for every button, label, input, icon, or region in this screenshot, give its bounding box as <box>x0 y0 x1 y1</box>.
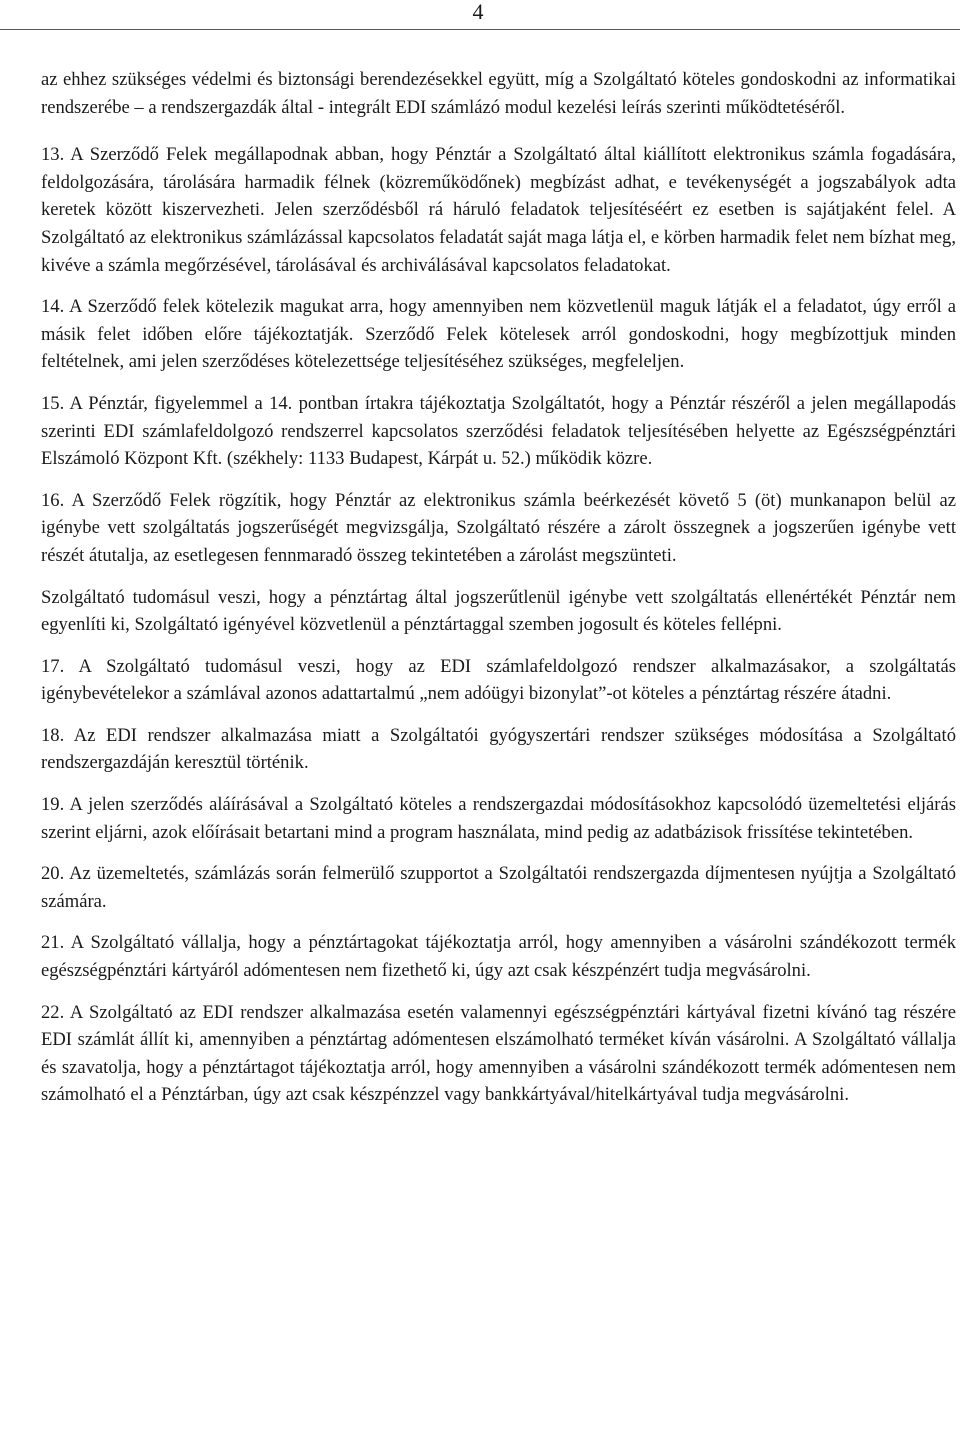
clause-number: 17. <box>41 655 65 677</box>
clause-number: 19. <box>41 794 65 816</box>
clause-number: 22. <box>41 1001 65 1023</box>
document-body <box>41 66 956 1123</box>
clause-number: 20. <box>41 863 65 885</box>
clause-15 <box>41 390 956 473</box>
clause-20 <box>41 860 956 915</box>
clause-16-continuation: Szolgáltató tudomásul veszi, hogy a pénztártag által jogszerűtlenül igénybe vett szolgáltatás ellenértékét Pénztár nem egyenlíti ki, Szolgáltató igényével közvetlenül a pénztártaggal szemben jogosult és köteles fellépni. <box>41 586 956 636</box>
clause-22 <box>41 999 956 1109</box>
clause-number: 15. <box>41 392 65 414</box>
clause-number: 21. <box>41 932 65 954</box>
clause-text: A Szolgáltató az EDI rendszer alkalmazása esetén valamennyi egészségpénztári kártyával fizetni kívánó tag részére EDI számlát állít ki, amennyiben a pénztártag adómentesen elszámolható terméket kíván vásárolni. A Szolgáltató vállalja és szavatolja, hogy a pénztártagot tájékoztatja arról, hogy amennyiben a vásárolni szándékozott termék adómentesen nem számolható el a Pénztárban, úgy azt csak készpénzzel vagy bankkártyával/hitelkártyával tudja megvásárolni. <box>41 1001 956 1106</box>
clause-text: A Szerződő Felek rögzítik, hogy Pénztár az elektronikus számla beérkezését követő 5 (öt) munkanapon belül az igénybe vett szolgáltatás jogszerűségét megvizsgálja, Szolgáltató részére a zárolt összegnek a jogszerűen igénybe vett részét átutalja, az esetlegesen fennmaradó összeg tekintetében a zárolást megszünteti. <box>41 489 956 566</box>
header-rule <box>0 29 960 30</box>
clause-16 <box>41 487 956 570</box>
clause-number: 18. <box>41 724 65 746</box>
clause-17 <box>41 653 956 708</box>
clause-text: A Szolgáltató tudomásul veszi, hogy az EDI számlafeldolgozó rendszer alkalmazásakor, a szolgáltatás igénybevételekor a számlával azonos adattartalmú „nem adóügyi bizonylat”-ot köteles a pénztártag részére átadni. <box>41 655 956 705</box>
clause-text: A Pénztár, figyelemmel a 14. pontban írtakra tájékoztatja Szolgáltatót, hogy a Pénztár részéről a jelen megállapodás szerinti EDI számlafeldolgozó rendszerrel kapcsolatos szerződési feladatok teljesítésében helyette az Egészségpénztári Elszámoló Központ Kft. (székhely: 1133 Budapest, Kárpát u. 52.) működik közre. <box>41 392 956 470</box>
clause-14 <box>41 293 956 376</box>
clause-18 <box>41 722 956 777</box>
clause-19 <box>41 791 956 846</box>
clause-text: Az EDI rendszer alkalmazása miatt a Szolgáltatói gyógyszertári rendszer szükséges módosítása a Szolgáltató rendszergazdáján keresztül történik. <box>41 724 957 774</box>
intro-paragraph: az ehhez szükséges védelmi és biztonsági berendezésekkel együtt, míg a Szolgáltató köteles gondoskodni az informatikai rendszerébe – a rendszergazdák által - integrált EDI számlázó modul kezelési leírás szerinti működtetéséről. <box>41 69 956 118</box>
clause-text: A Szolgáltató vállalja, hogy a pénztártagokat tájékoztatja arról, hogy amennyiben a vásárolni szándékozott termék egészségpénztári kártyáról adómentesen nem fizethető ki, úgy azt csak készpénzért tudja megvásárolni. <box>41 932 957 982</box>
page-number: 4 <box>472 0 484 24</box>
clause-text: A Szerződő felek kötelezik magukat arra, hogy amennyiben nem közvetlenül maguk látják el a feladatot, úgy erről a másik felet időben előre tájékoztatják. Szerződő Felek kötelesek arról gondoskodni, hogy megbízottjuk minden feltételnek, ami jelen szerződéses kötelezettsége teljesítéséhez szükséges, megfeleljen. <box>41 296 956 373</box>
clause-number: 13. <box>41 144 65 166</box>
clause-text: A Szerződő Felek megállapodnak abban, hogy Pénztár a Szolgáltató által kiállított elektronikus számla fogadására, feldolgozására, tárolására harmadik félnek (közreműködőnek) megbízást adhat, e tevékenységét a jogszabályok adta keretek között kiszervezheti. Jelen szerződésből rá háruló feladatok teljesítéséért ez esetben is sajátjaként felel. A Szolgáltató az elektronikus számlázással kapcsolatos feladatát saját maga látja el, e körben harmadik felet nem bízhat meg, kivéve a számla megőrzésével, tárolásával és archiválásával kapcsolatos feladatokat. <box>41 144 956 276</box>
clause-number: 14. <box>41 296 65 318</box>
clause-13 <box>41 141 956 279</box>
clause-text: A jelen szerződés aláírásával a Szolgáltató köteles a rendszergazdai módosításokhoz kapcsolódó üzemeltetési eljárás szerint eljárni, azok előírásait betartani mind a program használata, mind pedig az adatbázisok frissítése tekintetében. <box>41 794 956 843</box>
clause-21 <box>41 929 956 984</box>
clause-number: 16. <box>41 489 65 511</box>
clause-text: Az üzemeltetés, számlázás során felmerülő szupportot a Szolgáltatói rendszergazda díjmentesen nyújtja a Szolgáltató számára. <box>41 863 956 912</box>
